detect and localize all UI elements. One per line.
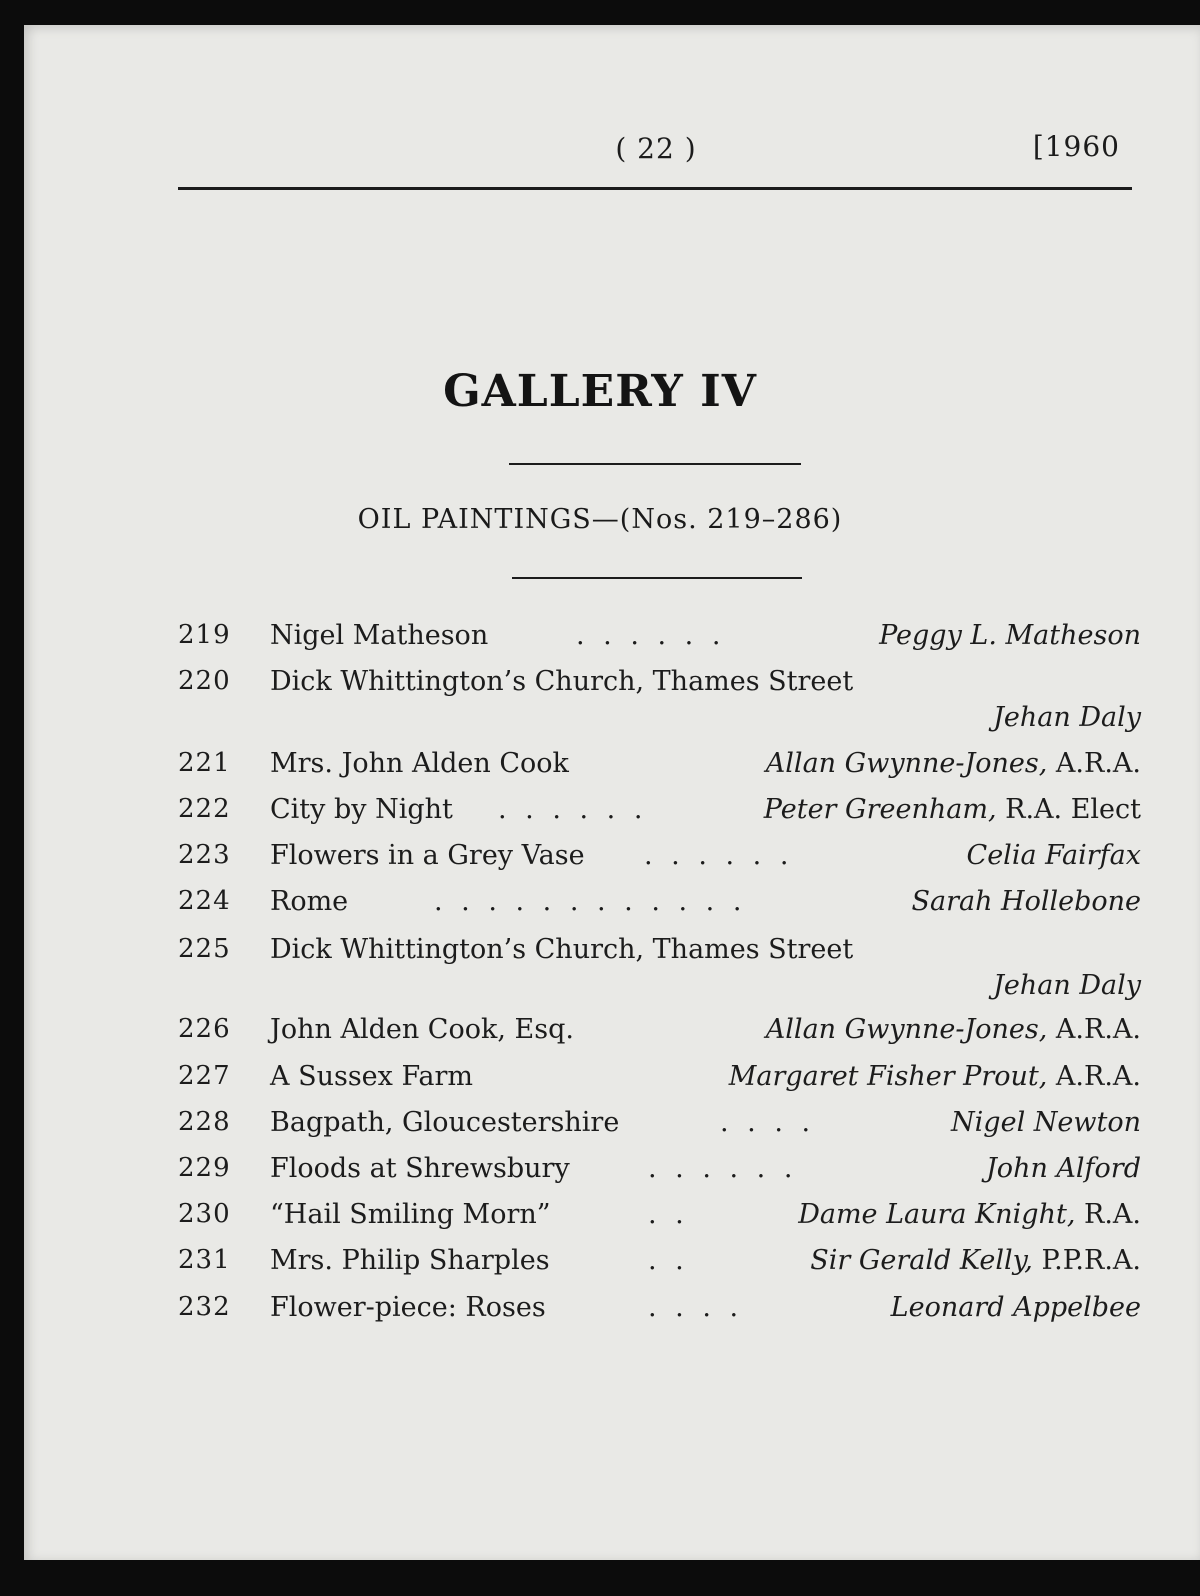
entry-artist [951,1107,1141,1138]
entry-number: 229 [178,1153,231,1183]
catalogue-entry [178,886,1141,930]
artist-name: Leonard Appelbee [890,1292,1141,1323]
artist-honours: R.A. Elect [996,794,1141,825]
entry-number: 228 [178,1107,231,1137]
entry-number: 223 [178,840,231,870]
artist-honours: A.R.A. [1047,748,1141,779]
entry-title: Flower-piece: Roses [270,1292,546,1323]
entry-number: 231 [178,1245,231,1275]
catalogue-entry [178,1245,1141,1289]
catalogue-entry [178,1061,1141,1105]
catalogue-entry [178,934,1141,1014]
dot-leaders: . . . . [720,1107,816,1138]
entry-title: Flowers in a Grey Vase [270,840,585,871]
entry-artist [986,1153,1141,1184]
catalogue-entry [178,748,1141,792]
entry-title: Rome [270,886,349,917]
dot-leaders: . . [648,1245,689,1276]
gallery-title: GALLERY IV [443,366,757,417]
catalogue-entry [178,1153,1141,1197]
section-subtitle: OIL PAINTINGS—(Nos. 219–286) [357,504,843,535]
artist-name: Jehan Daly [993,702,1141,733]
entry-artist [911,886,1141,917]
entry-number: 222 [178,794,231,824]
dot-leaders: . . . . . . . . . . . . [434,886,747,917]
catalogue-entry [178,1014,1141,1058]
entry-title: City by Night [270,794,453,825]
catalogue-entry [178,794,1141,838]
entry-title: Mrs. John Alden Cook [270,748,569,779]
artist-name: Sir Gerald Kelly, [810,1245,1033,1276]
entry-artist [766,748,1141,779]
dot-leaders: . . . . . . [644,840,794,871]
artist-honours: A.R.A. [1047,1014,1141,1045]
dot-leaders: . . . . . . [498,794,648,825]
dot-leaders: . . . . [648,1292,744,1323]
entry-artist [967,840,1141,871]
entry-number: 230 [178,1199,231,1229]
page-number: ( 22 ) [615,132,697,165]
artist-honours: A.R.A. [1047,1061,1141,1092]
entry-number: 232 [178,1292,231,1322]
artist-name: Sarah Hollebone [911,886,1141,917]
artist-name: Allan Gwynne-Jones, [765,1014,1048,1045]
entry-artist [766,1014,1141,1045]
dot-leaders: . . . . . . [648,1153,798,1184]
entry-number: 220 [178,666,231,696]
catalogue-entry [178,1107,1141,1151]
entry-title: Dick Whittington’s Church, Thames Street [270,934,854,965]
entry-artist [891,1292,1141,1323]
artist-name: Margaret Fisher Prout, [728,1061,1048,1092]
artist-name: Peter Greenham, [763,794,997,825]
entry-title: John Alden Cook, Esq. [270,1014,574,1045]
entry-number: 224 [178,886,231,916]
artist-name: Celia Fairfax [966,840,1141,871]
catalogue-entry [178,840,1141,884]
entry-artist [810,1245,1141,1276]
artist-name: Jehan Daly [993,970,1141,1001]
catalogue-entry [178,666,1141,746]
entry-artist [798,1199,1141,1230]
entry-number: 226 [178,1014,231,1044]
entry-title: Mrs. Philip Sharples [270,1245,550,1276]
dot-leaders: . . [648,1199,689,1230]
catalogue-entry [178,1292,1141,1336]
artist-name: John Alford [985,1153,1141,1184]
entry-title: Nigel Matheson [270,620,489,651]
entry-title: Bagpath, Gloucestershire [270,1107,620,1138]
entry-title: Floods at Shrewsbury [270,1153,570,1184]
entry-title: Dick Whittington’s Church, Thames Street [270,666,854,697]
artist-name: Dame Laura Knight, [798,1199,1076,1230]
entry-number: 221 [178,748,231,778]
artist-honours: R.A. [1075,1199,1141,1230]
catalogue-entry [178,1199,1141,1243]
entry-number: 219 [178,620,231,650]
artist-name: Nigel Newton [951,1107,1141,1138]
entry-number: 225 [178,934,231,964]
artist-name: Allan Gwynne-Jones, [765,748,1048,779]
entry-title: A Sussex Farm [270,1061,473,1092]
dot-leaders: . . . . . . [576,620,726,651]
artist-name: Peggy L. Matheson [879,620,1141,651]
entry-artist [729,1061,1141,1092]
year-marker: [1960 [1032,130,1120,163]
entry-number: 227 [178,1061,231,1091]
entry-title: “Hail Smiling Morn” [270,1199,551,1230]
entry-artist [879,620,1141,651]
catalogue-entry [178,620,1141,664]
entry-artist [764,794,1141,825]
artist-honours: P.P.R.A. [1032,1245,1141,1276]
